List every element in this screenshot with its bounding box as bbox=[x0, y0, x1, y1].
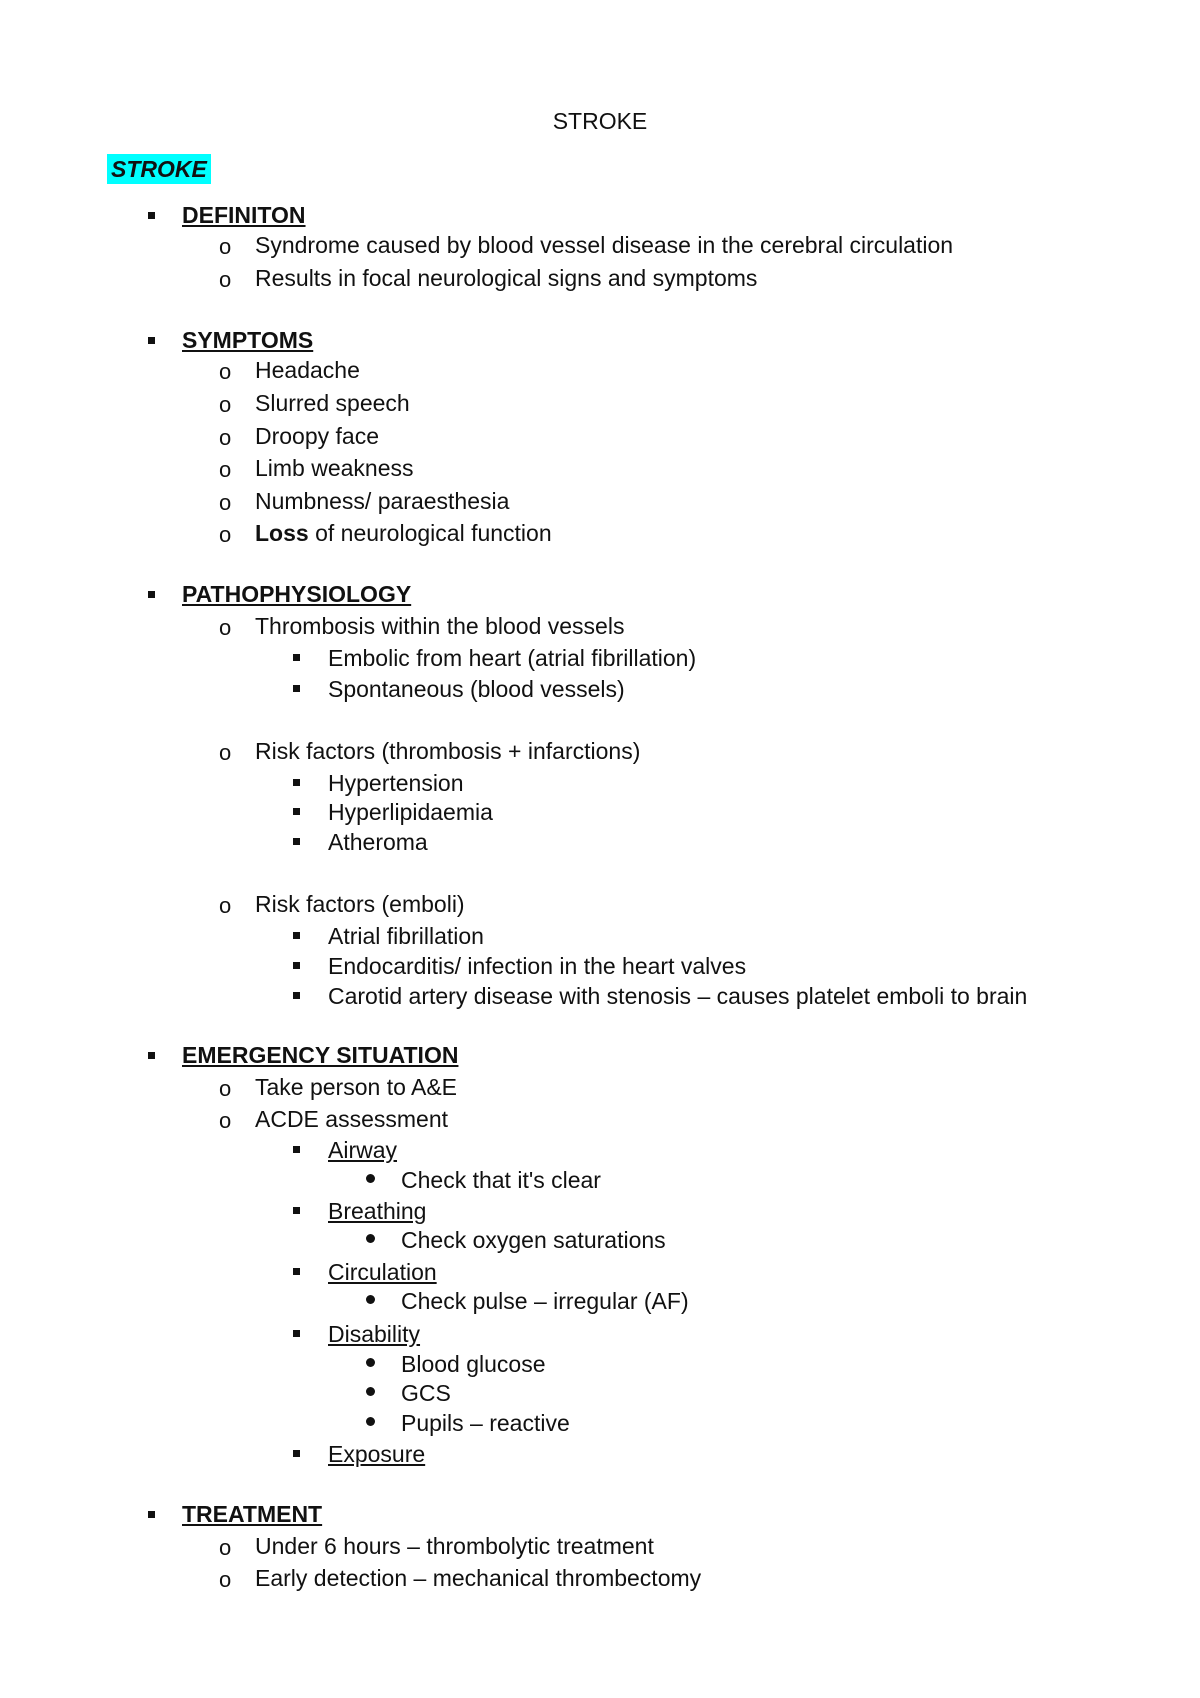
list-item: Embolic from heart (atrial fibrillation) bbox=[328, 645, 697, 671]
list-item: Endocarditis/ infection in the heart valves bbox=[328, 953, 747, 979]
list-item: Carotid artery disease with stenosis – causes platelet emboli to brain bbox=[328, 983, 1028, 1009]
breathing-label: Breathing bbox=[328, 1198, 427, 1224]
square-bullet-icon bbox=[293, 1146, 300, 1153]
list-item-rest: of neurological function bbox=[308, 520, 552, 546]
circle-bullet-icon: o bbox=[219, 359, 232, 384]
pathophysiology-heading: PATHOPHYSIOLOGY bbox=[182, 581, 412, 607]
list-item: Blood glucose bbox=[401, 1351, 546, 1377]
circle-bullet-icon: o bbox=[219, 1567, 232, 1592]
square-bullet-icon bbox=[293, 808, 300, 815]
list-item: Syndrome caused by blood vessel disease in the cerebral circulation bbox=[255, 232, 954, 258]
square-bullet-icon bbox=[293, 1207, 300, 1214]
round-bullet-icon bbox=[366, 1295, 375, 1304]
square-bullet-icon bbox=[293, 1268, 300, 1275]
square-bullet-icon bbox=[293, 685, 300, 692]
circle-bullet-icon: o bbox=[219, 425, 232, 450]
list-item: Check that it's clear bbox=[401, 1167, 601, 1193]
list-item: Hypertension bbox=[328, 770, 464, 796]
square-bullet-icon bbox=[148, 1052, 155, 1059]
square-bullet-icon bbox=[293, 962, 300, 969]
list-item: Headache bbox=[255, 357, 360, 383]
bold-word: Loss bbox=[255, 520, 309, 546]
circle-bullet-icon: o bbox=[219, 490, 232, 515]
list-item: Thrombosis within the blood vessels bbox=[255, 613, 625, 639]
list-item: Hyperlipidaemia bbox=[328, 799, 493, 825]
circle-bullet-icon: o bbox=[219, 392, 232, 417]
circle-bullet-icon: o bbox=[219, 1108, 232, 1133]
list-item: Take person to A&E bbox=[255, 1074, 458, 1100]
disability-label: Disability bbox=[328, 1321, 421, 1347]
square-bullet-icon bbox=[148, 337, 155, 344]
list-item: Slurred speech bbox=[255, 390, 410, 416]
circle-bullet-icon: o bbox=[219, 234, 232, 259]
square-bullet-icon bbox=[148, 1511, 155, 1518]
round-bullet-icon bbox=[366, 1358, 375, 1367]
list-item: Risk factors (thrombosis + infarctions) bbox=[255, 738, 641, 764]
list-item: Under 6 hours – thrombolytic treatment bbox=[255, 1533, 654, 1559]
list-item: Atheroma bbox=[328, 829, 428, 855]
document-title: STROKE bbox=[552, 108, 648, 134]
circle-bullet-icon: o bbox=[219, 267, 232, 292]
square-bullet-icon bbox=[293, 932, 300, 939]
square-bullet-icon bbox=[293, 1450, 300, 1457]
list-item: Check pulse – irregular (AF) bbox=[401, 1288, 689, 1314]
airway-label: Airway bbox=[328, 1137, 398, 1163]
square-bullet-icon bbox=[293, 838, 300, 845]
square-bullet-icon bbox=[293, 1330, 300, 1337]
square-bullet-icon bbox=[293, 992, 300, 999]
round-bullet-icon bbox=[366, 1387, 375, 1396]
circle-bullet-icon: o bbox=[219, 457, 232, 482]
round-bullet-icon bbox=[366, 1174, 375, 1183]
list-item: Results in focal neurological signs and symptoms bbox=[255, 265, 758, 291]
circle-bullet-icon: o bbox=[219, 1076, 232, 1101]
list-item bbox=[255, 520, 552, 547]
list-item: Droopy face bbox=[255, 423, 380, 449]
square-bullet-icon bbox=[293, 779, 300, 786]
square-bullet-icon bbox=[293, 654, 300, 661]
circle-bullet-icon: o bbox=[219, 615, 232, 640]
list-item: Spontaneous (blood vessels) bbox=[328, 676, 625, 702]
highlighted-section-label: STROKE bbox=[107, 154, 211, 184]
circle-bullet-icon: o bbox=[219, 740, 232, 765]
treatment-heading: TREATMENT bbox=[182, 1501, 323, 1527]
square-bullet-icon bbox=[148, 591, 155, 598]
circle-bullet-icon: o bbox=[219, 522, 232, 547]
round-bullet-icon bbox=[366, 1417, 375, 1426]
emergency-heading: EMERGENCY SITUATION bbox=[182, 1042, 459, 1068]
circle-bullet-icon: o bbox=[219, 893, 232, 918]
list-item: Risk factors (emboli) bbox=[255, 891, 465, 917]
exposure-label: Exposure bbox=[328, 1441, 426, 1467]
square-bullet-icon bbox=[148, 212, 155, 219]
list-item: Numbness/ paraesthesia bbox=[255, 488, 510, 514]
list-item: Limb weakness bbox=[255, 455, 414, 481]
list-item: Pupils – reactive bbox=[401, 1410, 570, 1436]
list-item: GCS bbox=[401, 1380, 451, 1406]
list-item: Check oxygen saturations bbox=[401, 1227, 666, 1253]
definition-heading: DEFINITON bbox=[182, 202, 306, 228]
list-item: ACDE assessment bbox=[255, 1106, 449, 1132]
list-item: Atrial fibrillation bbox=[328, 923, 484, 949]
round-bullet-icon bbox=[366, 1234, 375, 1243]
circulation-label: Circulation bbox=[328, 1259, 437, 1285]
list-item: Early detection – mechanical thrombectomy bbox=[255, 1565, 702, 1591]
symptoms-heading: SYMPTOMS bbox=[182, 327, 314, 353]
circle-bullet-icon: o bbox=[219, 1535, 232, 1560]
